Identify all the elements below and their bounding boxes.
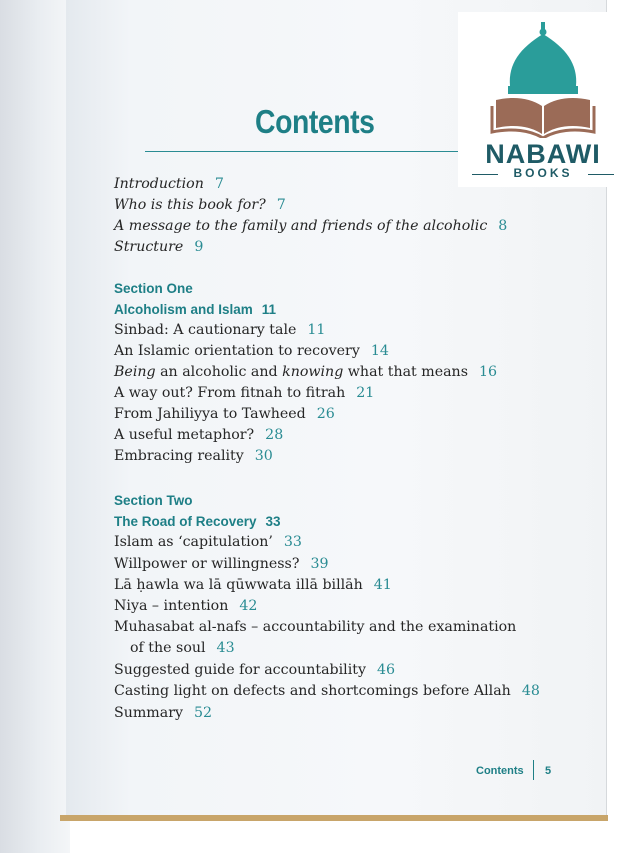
toc-entry-emphasis: Being — [114, 364, 156, 380]
toc-entry-label: Embracing reality — [114, 448, 244, 464]
toc-entry — [114, 406, 335, 422]
mosque-book-icon — [488, 20, 598, 138]
toc-entry — [114, 534, 302, 550]
toc-entry-label: Structure — [114, 239, 184, 255]
toc-entry — [114, 343, 389, 359]
toc-entry-page: 33 — [283, 534, 302, 550]
section-title-page: 33 — [265, 514, 281, 529]
toc-entry — [114, 176, 224, 192]
left-page-shadow — [0, 0, 70, 853]
toc-entry-page: 30 — [254, 448, 273, 464]
toc-entry — [114, 385, 374, 401]
toc-entry-page: 9 — [194, 239, 204, 255]
toc-entry — [114, 662, 395, 678]
toc-entry — [114, 556, 329, 572]
toc-entry-label: A message to the family and friends of the alcoholic — [114, 218, 488, 234]
toc-entry-label: Sinbad: A cautionary tale — [114, 322, 297, 338]
logo-name: NABAWI — [485, 139, 601, 169]
toc-entry-label: Islam as ‘capitulation’ — [114, 534, 273, 550]
toc-entry-page: 8 — [498, 218, 508, 234]
toc-entry — [114, 683, 540, 699]
toc-entry — [114, 197, 286, 213]
toc-entry-page: 46 — [376, 662, 396, 678]
toc-entry-label: Muhasabat al-nafs – accountability and the examination — [114, 619, 517, 635]
logo-subtitle-text: BOOKS — [513, 166, 573, 180]
toc-entry-page: 14 — [370, 343, 389, 359]
toc-entry-label: Summary — [114, 705, 184, 721]
toc-entry — [114, 364, 497, 380]
toc-entry-label: Lā ḥawla wa lā qūwwata illā billāh — [114, 577, 363, 593]
toc-entry-label: A way out? From fitnah to fitrah — [114, 385, 346, 401]
toc-entry — [114, 598, 257, 614]
toc-entry-page: 28 — [265, 427, 284, 443]
toc-entry — [114, 705, 212, 721]
page-edge — [60, 815, 608, 821]
footer-divider — [533, 760, 534, 780]
toc-entry — [114, 239, 203, 255]
toc-entry-label: what that means — [343, 364, 468, 380]
footer-section-label: Contents — [476, 765, 524, 777]
section-title-label: The Road of Recovery — [114, 514, 257, 529]
section-heading: Section One — [114, 281, 193, 296]
footer-page-number: 5 — [545, 765, 552, 777]
section-title — [114, 514, 281, 529]
section-title-page: 11 — [261, 302, 277, 317]
toc-entry — [114, 448, 273, 464]
toc-entry-label: an alcoholic and — [155, 364, 283, 380]
toc-entry — [114, 577, 392, 593]
toc-entry-label: Niya – intention — [114, 598, 229, 614]
toc-entry-page: 26 — [316, 406, 335, 422]
toc-entry-emphasis: knowing — [282, 364, 344, 380]
toc-entry-page: 16 — [478, 364, 498, 380]
logo-subtitle — [472, 166, 614, 182]
nabawi-books-logo — [458, 12, 628, 187]
toc-entry-label: Suggested guide for accountability — [114, 662, 366, 678]
toc-entry — [114, 619, 516, 635]
toc-entry — [114, 427, 283, 443]
toc-entry — [114, 218, 507, 234]
toc-entry-page: 41 — [373, 577, 392, 593]
toc-entry-label: of the soul — [130, 640, 206, 656]
logo-rule-right — [588, 174, 614, 175]
toc-entry-label: From Jahiliyya to Tawheed — [114, 406, 306, 422]
toc-entry-label: Who is this book for? — [114, 197, 266, 213]
section-title-label: Alcoholism and Islam — [114, 302, 253, 317]
toc-entry-label: Casting light on defects and shortcomings before Allah — [114, 683, 511, 699]
toc-entry-label: Willpower or willingness? — [114, 556, 300, 572]
section-heading: Section Two — [114, 493, 193, 508]
toc-entry — [114, 322, 325, 338]
page-title: Contents — [255, 103, 375, 140]
toc-entry-label: Introduction — [114, 176, 204, 192]
toc-entry-page: 42 — [239, 598, 258, 614]
toc-entry-page: 7 — [214, 176, 224, 192]
toc-entry-page: 52 — [194, 705, 213, 721]
toc-entry-page: 43 — [216, 640, 235, 656]
toc-entry-page: 39 — [310, 556, 329, 572]
toc-entry-label: A useful metaphor? — [114, 427, 255, 443]
toc-entry-page: 7 — [276, 197, 286, 213]
toc-entry-page: 21 — [356, 385, 375, 401]
toc-entry-page: 48 — [521, 683, 540, 699]
section-title — [114, 302, 276, 317]
toc-entry-label: An Islamic orientation to recovery — [114, 343, 360, 359]
toc-entry-continuation — [130, 640, 235, 656]
toc-entry-page: 11 — [307, 322, 326, 338]
